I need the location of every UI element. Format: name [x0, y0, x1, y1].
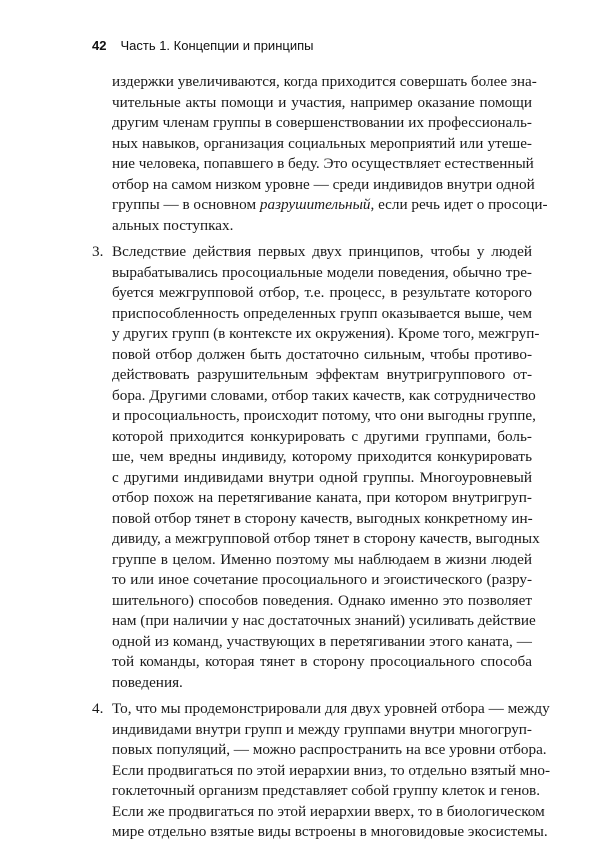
- text-line: то или иное сочетание просоциального и эгоистического (разру-: [112, 571, 532, 588]
- list-item-3: [92, 242, 540, 693]
- text-line: издержки увеличиваются, когда приходится совершать более зна-: [112, 73, 537, 90]
- text-fragment: группы — в основном: [112, 196, 260, 213]
- text-line: приспособленность определенных групп оказывается выше, чем: [112, 304, 532, 322]
- text-line: вырабатывались просоциальные модели поведения, обычно тре-: [112, 263, 532, 281]
- text-line: другим членам группы в совершенствовании их профессиональ-: [112, 114, 532, 131]
- text-line: дивиду, а межгрупповой отбор тянет в сторону качеств, выгодных: [112, 530, 540, 547]
- text-line: поведения.: [112, 673, 183, 691]
- text-line: шительного) способов поведения. Однако именно это позволяет: [112, 591, 532, 609]
- text-line: той команды, которая тянет в сторону просоциального способа: [112, 653, 532, 670]
- chapter-title: Часть 1. Концепции и принципы: [120, 38, 314, 53]
- continued-paragraph: [92, 72, 548, 236]
- text-line: одной из команд, участвующих в перетягивании этого каната, —: [112, 632, 532, 650]
- text-line: нам (при наличии у нас достаточных знаний) усиливать действие: [112, 612, 536, 629]
- text-line: группе в целом. Именно поэтому мы наблюдаем в жизни людей: [112, 550, 532, 568]
- text-line: мире отдельно взятые виды встроены в многовидовые экосистемы.: [112, 823, 548, 840]
- text-line: Если продвигаться по этой иерархии вниз, то отдельно взятый мно-: [112, 761, 551, 779]
- text-line: повой отбор должен быть достаточно сильным, чтобы противо-: [112, 345, 532, 363]
- text-line: у других групп (в контексте их окружения). Кроме того, межгруп-: [112, 325, 540, 342]
- text-line: чительные акты помощи и участия, например оказание помощи: [112, 93, 532, 111]
- list-item-4: [92, 699, 551, 843]
- text-line: отбор похож на перетягивание каната, при котором внутригруп-: [112, 489, 532, 506]
- text-line: буется межгрупповой отбор, т.е. процесс, в результате которого: [112, 284, 532, 301]
- page-number: 42: [92, 38, 107, 53]
- text-line: которой приходится конкурировать с другими группами, боль-: [112, 427, 532, 445]
- running-header: [92, 38, 313, 53]
- text-line: [112, 195, 548, 216]
- text-line: гоклеточный организм представляет собой группу клеток и генов.: [112, 782, 541, 799]
- text-line: ных навыков, организация социальных мероприятий или утеше-: [112, 134, 532, 152]
- text-line: То, что мы продемонстрировали для двух уровней отбора — между: [112, 700, 550, 717]
- text-line: Вследствие действия первых двух принципов, чтобы у людей: [112, 243, 532, 260]
- text-line: с другими индивидами внутри одной группы. Многоуровневый: [112, 468, 532, 486]
- text-line: действовать разрушительным эффектам внутригруппового от-: [112, 366, 532, 383]
- text-line: и просоциальность, происходит потому, что они выгодны группе,: [112, 407, 536, 424]
- text-line: повых популяций, — можно распространить на все уровни отбора.: [112, 741, 547, 758]
- emphasized-word: разрушительный: [259, 196, 371, 213]
- list-number: 4.: [92, 700, 104, 717]
- text-line: Если же продвигаться по этой иерархии вверх, то в биологическом: [112, 802, 545, 820]
- text-line: ше, чем вредны индивиду, которому приходится конкурировать: [112, 448, 532, 465]
- text-fragment: , если речь идет о просоци-: [370, 196, 548, 213]
- text-line: бора. Другими словами, отбор таких качеств, как сотрудничество: [112, 386, 536, 404]
- list-number: 3.: [92, 243, 104, 260]
- text-line: индивидами внутри групп и между группами внутри многогруп-: [112, 720, 532, 738]
- text-line: повой отбор тянет в сторону качеств, выгодных конкретному ин-: [112, 509, 533, 527]
- text-line: ние человека, попавшего в беду. Это осуществляет естественный: [112, 155, 534, 172]
- text-line: отбор на самом низком уровне — среди индивидов внутри одной: [112, 175, 535, 193]
- text-line: альных поступках.: [112, 216, 234, 234]
- body-text: [92, 72, 551, 843]
